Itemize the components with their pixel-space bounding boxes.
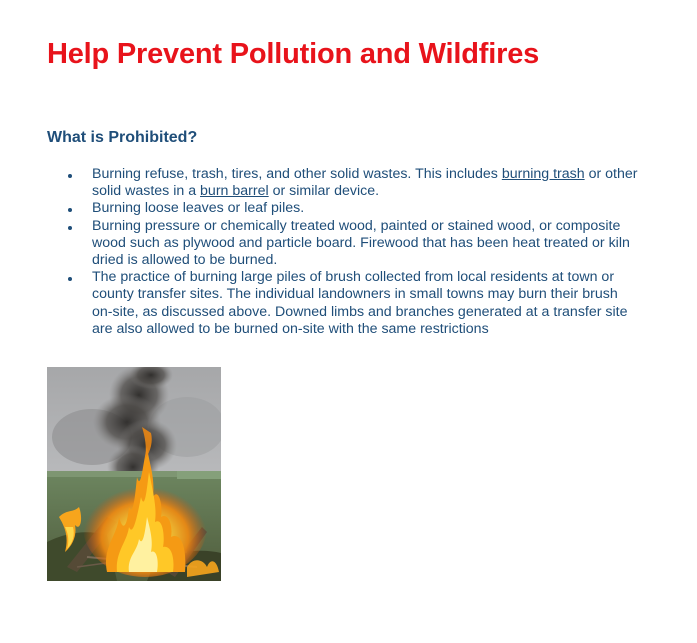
list-item-leaves	[0, 200, 640, 217]
list-item-text: Burning refuse, trash, tires, and other solid wastes. This includes	[92, 166, 502, 182]
list-item-treated-wood	[0, 218, 640, 270]
section-heading-prohibited: What is Prohibited?	[47, 129, 198, 146]
bullet-icon	[68, 208, 72, 212]
burn-barrel-link[interactable]: burn barrel	[200, 183, 269, 200]
list-item-text: or similar device.	[268, 183, 380, 200]
list-item-text: Burning loose leaves or leaf piles.	[92, 200, 305, 217]
list-item-transfer-sites	[0, 269, 640, 338]
list-item-text: or other solid wastes in a	[92, 166, 638, 200]
list-item-refuse	[0, 166, 640, 200]
bullet-icon	[68, 174, 72, 178]
burning-trash-link[interactable]: burning trash	[501, 166, 585, 182]
bullet-icon	[68, 226, 72, 230]
page-title: Help Prevent Pollution and Wildfires	[47, 38, 540, 70]
list-item-text: The practice of burning large piles of brush collected from local residents at town or county transfer sites. The individual landowners in small towns may burn their brush on-site, as discussed above. Downed limbs and branches generated at a transfer site are also allowed to be burned on-site with the same restrictions	[92, 269, 628, 337]
prohibited-list	[0, 166, 640, 338]
bullet-icon	[68, 277, 72, 281]
list-item-text: Burning pressure or chemically treated wood, painted or stained wood, or composite wood such as plywood and particle board. Firewood that has been heat treated or kiln dried is allowed to be burned.	[92, 217, 630, 269]
brush-fire-photo	[47, 367, 221, 581]
